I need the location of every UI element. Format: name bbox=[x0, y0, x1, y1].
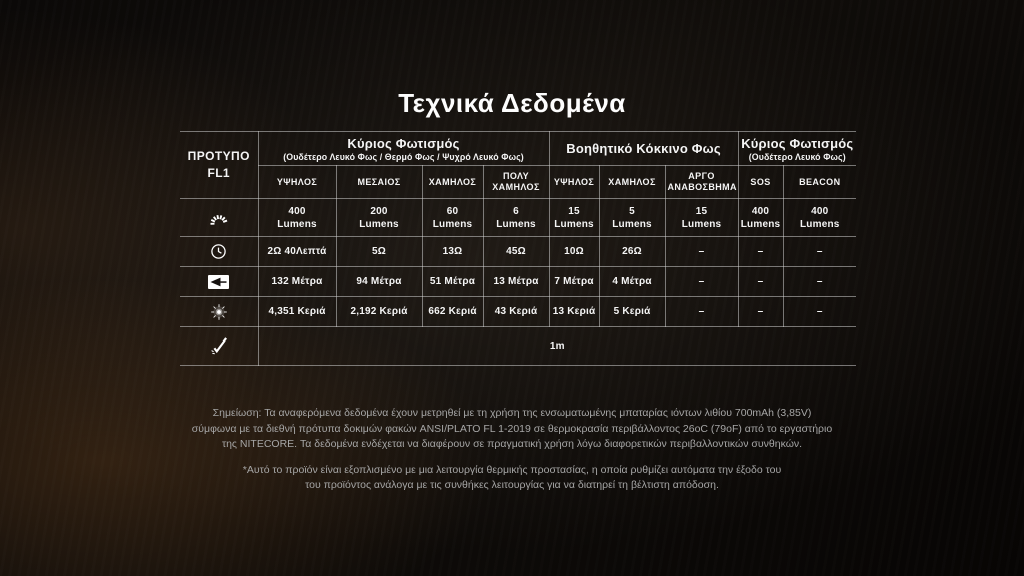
distance-cell-sos: – bbox=[738, 267, 783, 297]
runtime-cell-beacon: – bbox=[783, 237, 856, 267]
footnotes bbox=[0, 406, 1024, 494]
note-thermal bbox=[0, 463, 1024, 494]
impact-row-icon-cell bbox=[180, 327, 258, 366]
mode-header-red-slow-flash: ΑΡΓΟ ΑΝΑΒΟΣΒΗΜΑ bbox=[665, 166, 738, 199]
fl1-standard-line1: ΠΡΟΤΥΠΟ bbox=[187, 149, 250, 163]
group-header-main-light bbox=[258, 132, 549, 166]
note-line: του προϊόντος ανάλογα με τις συνθήκες λειτουργίας για να διατηρεί τη βέλτιστη απόδοση. bbox=[305, 479, 719, 491]
group-main-light-subtitle: (Ουδέτερο Λευκό Φως / Θερμό Φως / Ψυχρό Λευκό Φως) bbox=[283, 151, 524, 162]
mode-header-main-low: ΧΑΜΗΛΟΣ bbox=[422, 166, 483, 199]
intensity-cell-red-slow-flash: – bbox=[665, 297, 738, 327]
distance-cell-main-low: 51 Μέτρα bbox=[422, 267, 483, 297]
brightness-cell-red-low: 5 Lumens bbox=[599, 199, 665, 237]
distance-cell-red-low: 4 Μέτρα bbox=[599, 267, 665, 297]
brightness-cell-main-low: 60 Lumens bbox=[422, 199, 483, 237]
mode-header-main-high: ΥΨΗΛΟΣ bbox=[258, 166, 336, 199]
mode-header-main-mid: ΜΕΣΑΙΟΣ bbox=[336, 166, 422, 199]
fl1-standard-line2: FL1 bbox=[207, 166, 231, 180]
runtime-cell-sos: – bbox=[738, 237, 783, 267]
mode-header-sos: SOS bbox=[738, 166, 783, 199]
runtime-cell-main-mid: 5Ω bbox=[336, 237, 422, 267]
distance-row-icon-cell bbox=[180, 267, 258, 297]
group-header-main-light-nw bbox=[738, 132, 856, 166]
brightness-icon bbox=[207, 210, 231, 226]
intensity-cell-main-mid: 2,192 Κεριά bbox=[336, 297, 422, 327]
brightness-cell-red-high: 15 Lumens bbox=[549, 199, 599, 237]
runtime-clock-icon bbox=[210, 243, 227, 260]
intensity-cell-sos: – bbox=[738, 297, 783, 327]
fl1-standard-label bbox=[180, 132, 258, 199]
note-line: Σημείωση: Τα αναφερόμενα δεδομένα έχουν μετρηθεί με τη χρήση της ενσωματωμένης μπαταρίας ιόντων λιθίου 700mAh (3,85V) bbox=[212, 407, 812, 419]
runtime-cell-main-ultralow: 45Ω bbox=[483, 237, 549, 267]
intensity-cell-red-low: 5 Κεριά bbox=[599, 297, 665, 327]
runtime-row-icon-cell bbox=[180, 237, 258, 267]
distance-cell-main-mid: 94 Μέτρα bbox=[336, 267, 422, 297]
group-red-light-title: Βοηθητικό Κόκκινο Φως bbox=[566, 141, 721, 156]
impact-height-cell: 1m bbox=[258, 327, 856, 366]
mode-header-red-high: ΥΨΗΛΟΣ bbox=[549, 166, 599, 199]
note-measurement bbox=[0, 406, 1024, 453]
brightness-cell-main-mid: 200 Lumens bbox=[336, 199, 422, 237]
runtime-cell-main-low: 13Ω bbox=[422, 237, 483, 267]
peak-intensity-icon bbox=[210, 303, 228, 321]
intensity-cell-main-high: 4,351 Κεριά bbox=[258, 297, 336, 327]
intensity-cell-red-high: 13 Κεριά bbox=[549, 297, 599, 327]
brightness-cell-main-ultralow: 6 Lumens bbox=[483, 199, 549, 237]
brightness-row-icon-cell bbox=[180, 199, 258, 237]
brightness-cell-red-slow-flash: 15 Lumens bbox=[665, 199, 738, 237]
runtime-cell-main-high: 2Ω 40Λεπτά bbox=[258, 237, 336, 267]
mode-header-beacon: BEACON bbox=[783, 166, 856, 199]
mode-header-main-ultralow: ΠΟΛΥ ΧΑΜΗΛΟΣ bbox=[483, 166, 549, 199]
runtime-cell-red-low: 26Ω bbox=[599, 237, 665, 267]
note-line: σύμφωνα με τα διεθνή πρότυπα δοκιμών φακών ANSI/PLATO FL 1-2019 σε θερμοκρασία περιβάλλοντος 26oC (79oF) από το εργαστήριο bbox=[191, 422, 833, 435]
group-main-light-nw-title: Κύριος Φωτισμός bbox=[741, 135, 854, 151]
intensity-cell-main-ultralow: 43 Κεριά bbox=[483, 297, 549, 327]
group-main-light-title: Κύριος Φωτισμός bbox=[347, 135, 460, 151]
brightness-cell-beacon: 400 Lumens bbox=[783, 199, 856, 237]
group-header-red-light bbox=[549, 132, 738, 166]
distance-cell-main-ultralow: 13 Μέτρα bbox=[483, 267, 549, 297]
group-main-light-nw-subtitle: (Ουδέτερο Λευκό Φως) bbox=[748, 151, 846, 162]
runtime-cell-red-high: 10Ω bbox=[549, 237, 599, 267]
impact-resistance-icon bbox=[209, 337, 228, 355]
distance-cell-red-slow-flash: – bbox=[665, 267, 738, 297]
spec-table bbox=[180, 131, 856, 366]
note-line: της NITECORE. Τα δεδομένα ενδέχεται να διαφέρουν σε πραγματική χρήση λόγω διαφορετικών περιβαλλοντικών συνθηκών. bbox=[221, 438, 803, 450]
runtime-cell-red-slow-flash: – bbox=[665, 237, 738, 267]
note-line: *Αυτό το προϊόν είναι εξοπλισμένο με μια λειτουργία θερμικής προστασίας, η οποία ρυθμίζει αυτόματα την έξοδο του bbox=[242, 463, 782, 476]
distance-cell-main-high: 132 Μέτρα bbox=[258, 267, 336, 297]
page-title: Τεχνικά Δεδομένα bbox=[398, 88, 626, 118]
beam-distance-icon bbox=[208, 275, 229, 289]
intensity-cell-main-low: 662 Κεριά bbox=[422, 297, 483, 327]
intensity-cell-beacon: – bbox=[783, 297, 856, 327]
intensity-row-icon-cell bbox=[180, 297, 258, 327]
distance-cell-beacon: – bbox=[783, 267, 856, 297]
mode-header-red-low: ΧΑΜΗΛΟΣ bbox=[599, 166, 665, 199]
brightness-cell-sos: 400 Lumens bbox=[738, 199, 783, 237]
brightness-cell-main-high: 400 Lumens bbox=[258, 199, 336, 237]
distance-cell-red-high: 7 Μέτρα bbox=[549, 267, 599, 297]
